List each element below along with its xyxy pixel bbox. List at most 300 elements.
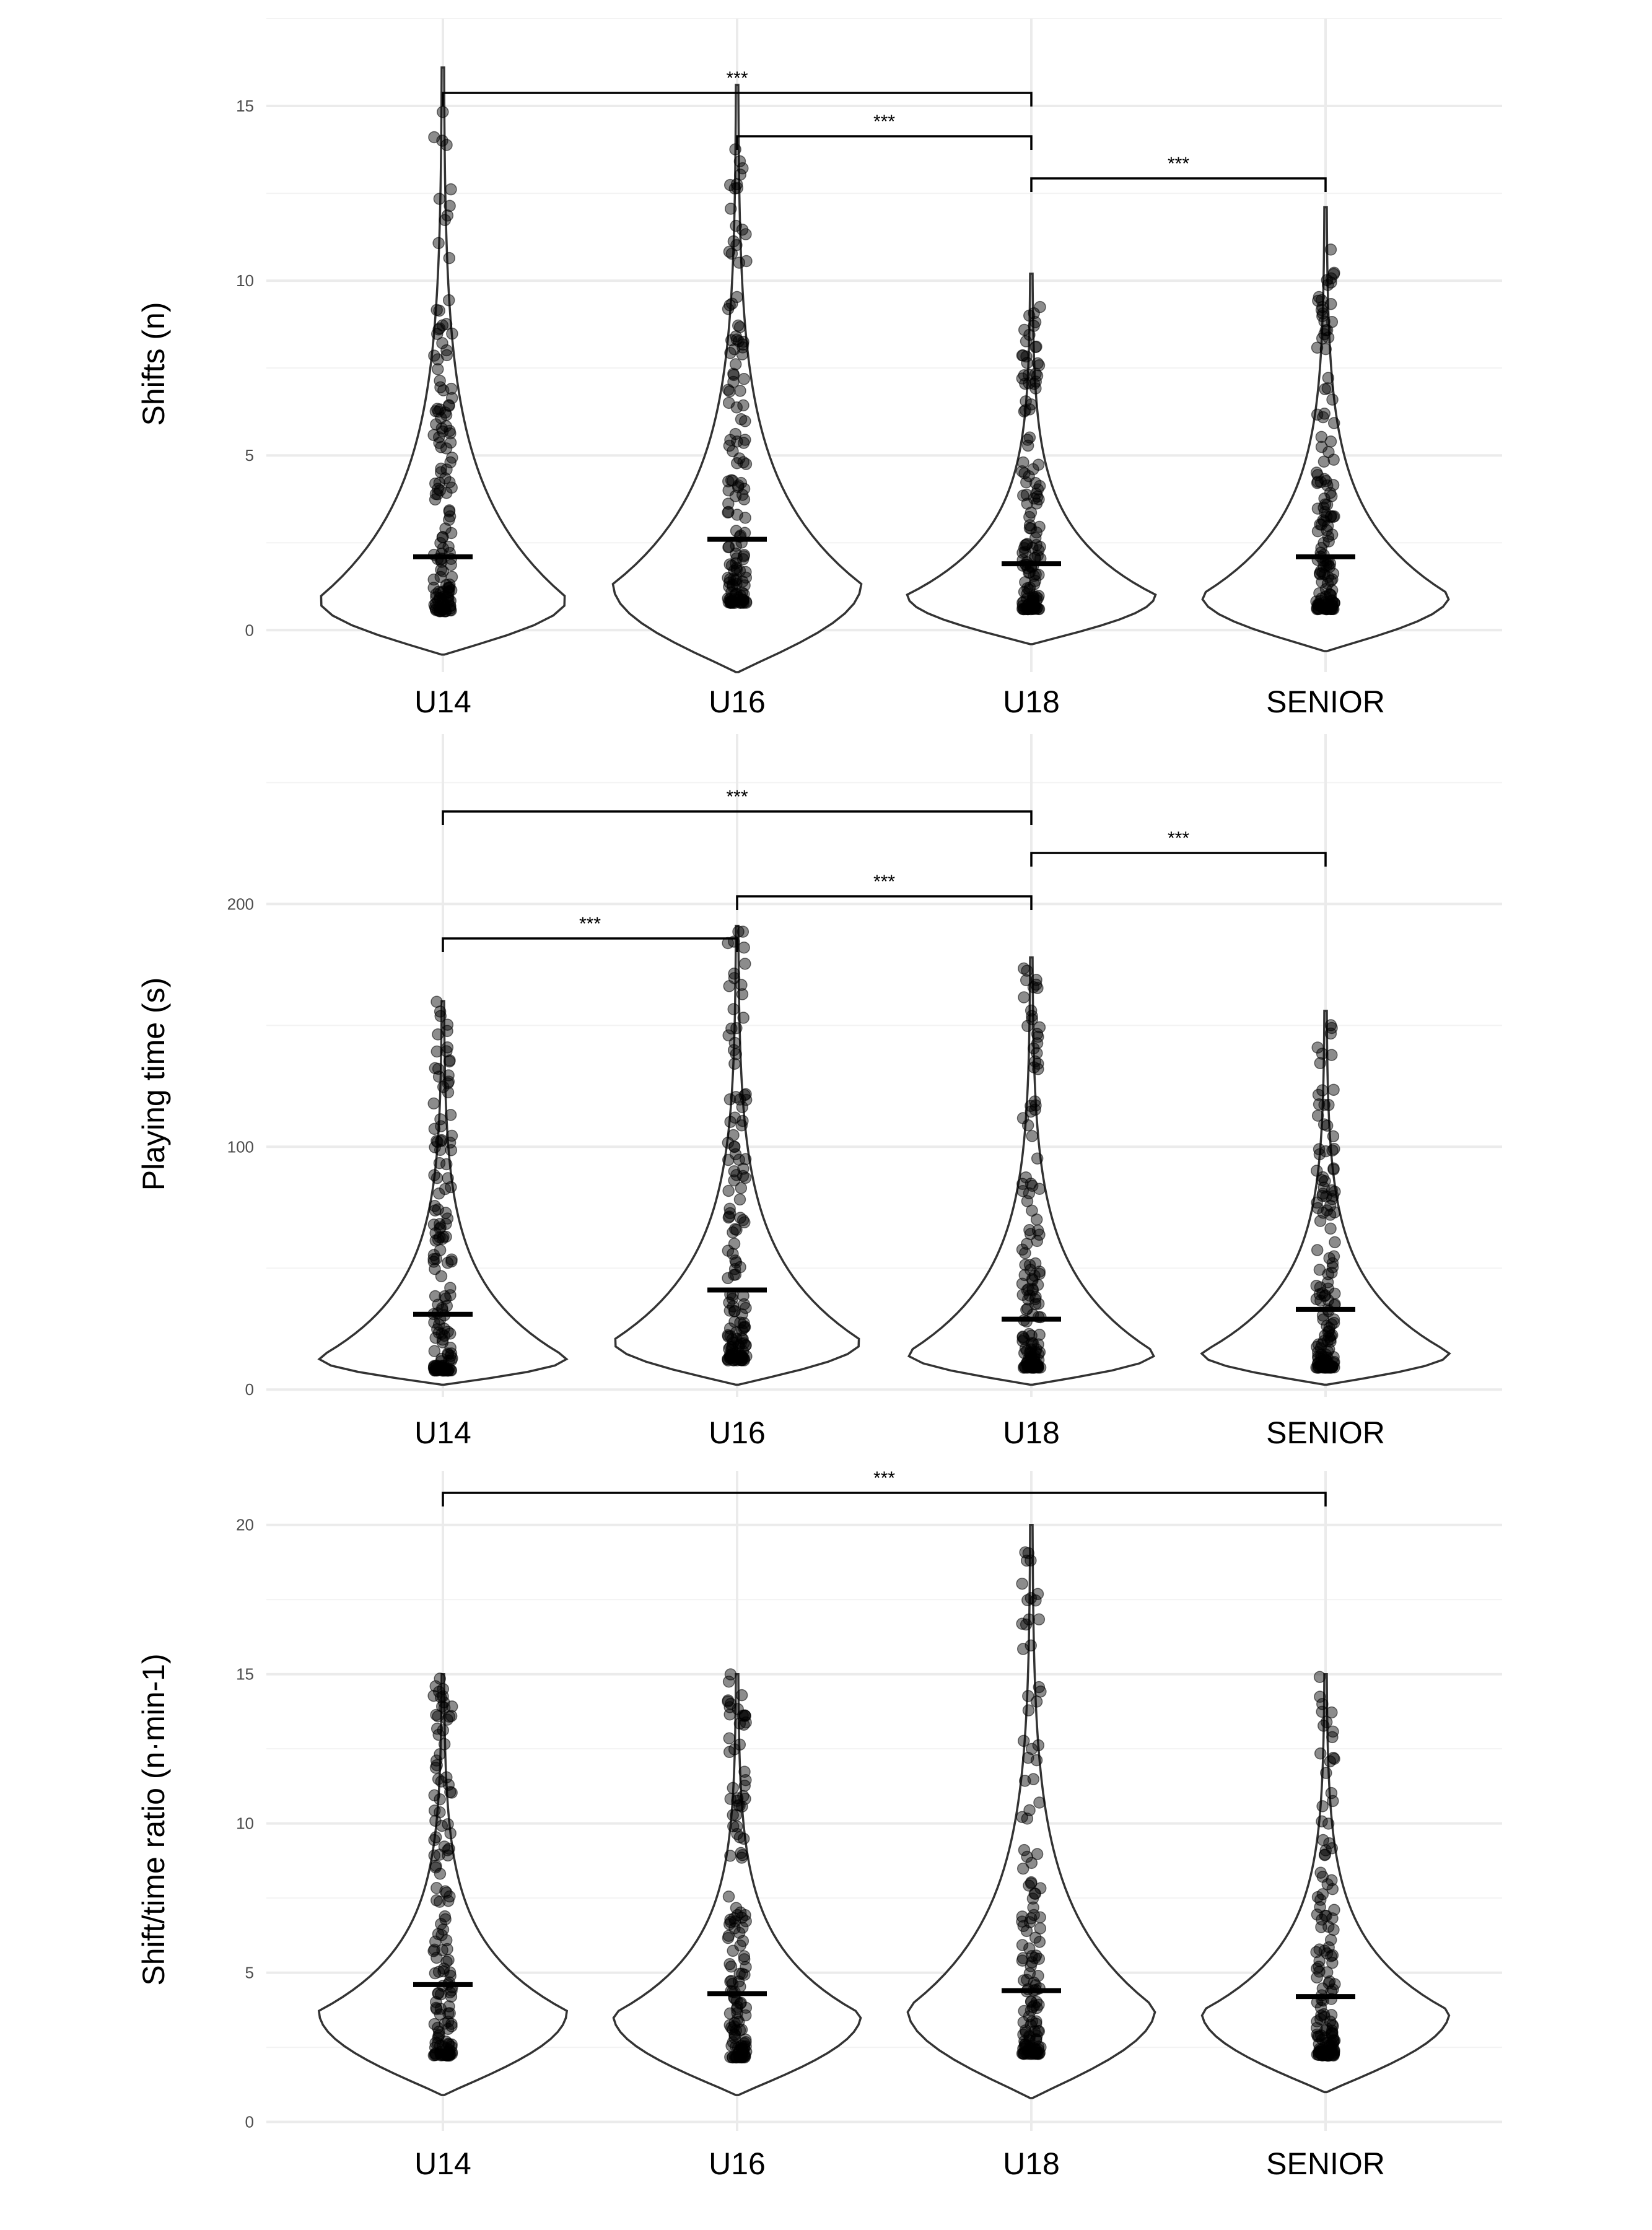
data-point — [725, 1669, 736, 1680]
x-category-label: U18 — [1003, 684, 1060, 719]
data-point — [1018, 992, 1029, 1003]
x-category-label: SENIOR — [1266, 2146, 1385, 2181]
data-point — [1322, 383, 1333, 394]
data-point — [722, 1245, 733, 1256]
data-point — [445, 1987, 456, 1998]
data-point — [445, 1109, 457, 1121]
data-point — [445, 1828, 456, 1839]
data-point — [1018, 1643, 1029, 1655]
data-point — [1329, 1314, 1340, 1325]
data-point — [736, 989, 748, 1000]
significance-label: *** — [1167, 154, 1190, 174]
data-point — [731, 402, 742, 413]
data-point — [1326, 277, 1337, 288]
data-point — [730, 1352, 741, 1363]
data-point — [725, 1116, 736, 1127]
data-point — [442, 592, 453, 603]
data-point — [1021, 538, 1033, 549]
data-point — [1018, 370, 1029, 381]
data-point — [738, 1012, 749, 1023]
data-point — [441, 139, 452, 151]
data-point — [740, 1302, 751, 1313]
data-point — [725, 593, 736, 604]
data-point — [1323, 1942, 1334, 1953]
data-point — [727, 1782, 738, 1793]
data-point — [731, 1023, 742, 1034]
data-point — [445, 511, 456, 522]
data-point — [736, 1852, 747, 1863]
data-point — [432, 1204, 444, 1215]
data-point — [1318, 456, 1329, 467]
y-tick-label: 200 — [227, 894, 254, 914]
data-point — [444, 1711, 455, 1722]
data-point — [738, 1951, 750, 1962]
data-point — [731, 1995, 742, 2006]
data-point — [1032, 1588, 1043, 1599]
data-point — [432, 1723, 443, 1734]
data-point — [445, 1342, 456, 1353]
data-point — [429, 599, 440, 610]
data-point — [1317, 1801, 1328, 1812]
data-point — [729, 1316, 740, 1327]
y-axis-label: Shifts (n) — [136, 302, 171, 426]
data-point — [1319, 569, 1330, 580]
data-point — [722, 1272, 733, 1283]
data-point — [439, 1841, 450, 1852]
data-point — [435, 1776, 447, 1787]
data-point — [722, 1329, 733, 1340]
data-point — [1029, 1096, 1041, 1107]
data-point — [445, 559, 457, 571]
data-point — [1032, 550, 1043, 561]
data-point — [723, 1733, 735, 1744]
data-point — [729, 1306, 740, 1317]
data-point — [1314, 1143, 1325, 1155]
data-point — [1319, 1119, 1330, 1130]
data-point — [430, 1253, 442, 1264]
data-point — [723, 440, 735, 452]
data-point — [1023, 1294, 1034, 1305]
data-point — [1033, 1953, 1044, 1964]
data-point — [433, 237, 444, 248]
data-point — [1319, 507, 1331, 518]
data-point — [729, 1058, 740, 1069]
significance-label: *** — [873, 872, 896, 892]
data-point — [740, 512, 751, 523]
x-category-label: U14 — [414, 684, 471, 719]
data-point — [724, 1094, 735, 1105]
data-point — [1327, 529, 1338, 540]
data-point — [1026, 1130, 1038, 1142]
data-point — [1016, 1911, 1028, 1922]
y-tick-label: 10 — [236, 1814, 254, 1833]
data-point — [1312, 1892, 1323, 1903]
significance-label: *** — [726, 787, 748, 807]
significance-label: *** — [1167, 828, 1190, 849]
data-point — [431, 2003, 442, 2014]
data-point — [740, 958, 751, 969]
data-point — [1018, 963, 1029, 974]
data-point — [1018, 1845, 1029, 1856]
data-point — [738, 437, 750, 448]
data-point — [445, 1786, 456, 1798]
data-point — [738, 336, 749, 348]
data-point — [740, 1340, 751, 1351]
data-point — [440, 523, 451, 534]
significance-label: *** — [579, 914, 601, 934]
data-point — [429, 1142, 440, 1153]
data-point — [725, 2008, 736, 2019]
data-point — [1316, 442, 1327, 453]
data-point — [1021, 1619, 1032, 1630]
data-point — [730, 491, 741, 502]
data-point — [442, 1173, 453, 1184]
data-point — [1328, 1084, 1339, 1095]
data-point — [722, 1137, 733, 1148]
data-point — [1032, 358, 1043, 369]
data-point — [725, 348, 736, 359]
data-point — [735, 1212, 746, 1223]
data-point — [429, 1170, 440, 1181]
data-point — [1034, 1797, 1045, 1808]
data-point — [738, 374, 750, 385]
data-point — [445, 457, 456, 468]
data-point — [1318, 1314, 1329, 1325]
data-point — [724, 1709, 735, 1720]
data-point — [1026, 1877, 1037, 1888]
data-point — [437, 107, 448, 118]
data-point — [733, 320, 744, 331]
y-tick-label: 0 — [245, 621, 254, 640]
data-point — [442, 210, 453, 221]
x-category-label: U16 — [709, 684, 766, 719]
data-point — [1030, 383, 1041, 394]
data-point — [1028, 1977, 1039, 1988]
data-point — [1029, 1056, 1041, 1067]
data-point — [727, 298, 738, 309]
data-point — [428, 1098, 439, 1109]
data-point — [1327, 1257, 1338, 1269]
data-point — [440, 473, 451, 484]
data-point — [1327, 394, 1338, 405]
data-point — [1311, 342, 1322, 353]
data-point — [1024, 310, 1035, 321]
data-point — [1033, 2041, 1044, 2052]
data-point — [730, 1264, 741, 1275]
data-point — [1035, 1686, 1046, 1697]
data-point — [729, 1744, 740, 1755]
data-point — [1023, 1690, 1034, 1702]
data-point — [434, 1673, 445, 1684]
data-point — [1322, 1295, 1334, 1306]
data-point — [1024, 432, 1035, 443]
data-point — [1021, 1304, 1032, 1315]
data-point — [1319, 1849, 1331, 1860]
y-tick-label: 10 — [236, 271, 254, 291]
significance-bracket — [443, 938, 737, 952]
data-point — [1313, 526, 1324, 537]
x-category-label: U14 — [414, 1415, 471, 1450]
data-point — [1023, 1752, 1034, 1764]
x-category-label: U18 — [1003, 1415, 1060, 1450]
data-point — [1321, 1767, 1332, 1778]
data-point — [727, 1809, 738, 1821]
data-point — [1021, 489, 1032, 501]
data-point — [723, 1185, 734, 1196]
data-point — [1324, 1838, 1335, 1849]
data-point — [446, 383, 457, 395]
y-tick-label: 20 — [236, 1515, 254, 1534]
data-point — [731, 1224, 742, 1235]
y-tick-label: 0 — [245, 1380, 254, 1399]
data-point — [1311, 1341, 1322, 1352]
data-point — [445, 428, 456, 439]
data-point — [1321, 1191, 1332, 1202]
data-point — [1325, 244, 1336, 255]
significance-label: *** — [873, 112, 896, 132]
data-point — [1031, 341, 1042, 352]
data-point — [445, 1137, 456, 1148]
data-point — [1316, 1174, 1327, 1186]
data-point — [1311, 1963, 1322, 1974]
data-point — [444, 1056, 455, 1067]
data-point — [446, 1256, 457, 1267]
data-point — [1028, 1339, 1039, 1350]
data-point — [1327, 1731, 1338, 1742]
data-point — [734, 1194, 745, 1205]
data-point — [442, 1019, 453, 1030]
data-point — [730, 540, 741, 551]
data-point — [732, 1829, 743, 1840]
data-point — [1026, 1205, 1038, 1216]
data-point — [1033, 2026, 1044, 2037]
data-point — [725, 1699, 736, 1710]
data-point — [1324, 588, 1335, 600]
data-point — [1021, 357, 1033, 369]
data-point — [435, 1121, 447, 1132]
data-point — [1034, 1266, 1045, 1277]
data-point — [1016, 466, 1028, 477]
data-point — [1328, 2037, 1339, 2049]
data-point — [1016, 1955, 1028, 1966]
data-point — [444, 2049, 455, 2060]
data-point — [736, 1690, 748, 1701]
data-point — [1032, 1153, 1043, 1164]
data-point — [723, 1891, 735, 1902]
data-point — [441, 1159, 452, 1170]
data-point — [1021, 2040, 1032, 2052]
data-point — [1018, 1975, 1029, 1986]
x-category-label: U18 — [1003, 2146, 1060, 2181]
data-point — [726, 248, 737, 260]
data-point — [1318, 2009, 1329, 2020]
data-point — [738, 942, 750, 953]
data-point — [740, 2010, 751, 2021]
data-point — [431, 996, 442, 1007]
data-point — [1312, 470, 1323, 481]
data-point — [1319, 2050, 1331, 2061]
data-point — [447, 328, 458, 339]
data-point — [1319, 1100, 1330, 1111]
data-point — [445, 184, 457, 195]
data-point — [1017, 600, 1028, 611]
data-point — [723, 1212, 734, 1223]
data-point — [430, 1862, 441, 1873]
data-point — [1326, 1788, 1337, 1799]
data-point — [432, 1711, 444, 1722]
data-point — [442, 1213, 453, 1224]
data-point — [1322, 1967, 1333, 1978]
data-point — [1329, 1207, 1340, 1218]
data-point — [1033, 494, 1044, 505]
data-point — [1327, 1130, 1339, 1142]
data-point — [732, 182, 743, 193]
data-point — [431, 1760, 442, 1771]
y-tick-label: 100 — [227, 1137, 254, 1157]
data-point — [728, 236, 739, 247]
data-point — [444, 2039, 455, 2050]
data-point — [1024, 330, 1035, 341]
data-point — [440, 1184, 451, 1195]
data-point — [725, 1850, 736, 1861]
data-point — [1317, 1085, 1328, 1096]
data-point — [1023, 1547, 1034, 1559]
data-point — [428, 574, 439, 585]
data-point — [1025, 507, 1036, 518]
y-tick-label: 15 — [236, 1664, 254, 1684]
data-point — [431, 1046, 442, 1057]
data-point — [433, 1063, 444, 1074]
data-point — [737, 926, 748, 937]
x-category-label: SENIOR — [1266, 1415, 1385, 1450]
data-point — [1328, 1924, 1339, 1935]
data-point — [1318, 1207, 1329, 1218]
data-point — [728, 368, 739, 379]
data-point — [725, 203, 736, 214]
shift-time-ratio-panel — [136, 1468, 1502, 2181]
y-axis-label: Playing time (s) — [136, 977, 171, 1191]
y-tick-label: 5 — [245, 1963, 254, 1982]
data-point — [738, 1163, 749, 1174]
data-point — [444, 253, 455, 264]
data-point — [1327, 600, 1338, 611]
data-point — [444, 579, 455, 590]
data-point — [1316, 1816, 1327, 1827]
data-point — [445, 1290, 456, 1301]
data-point — [444, 295, 455, 306]
data-point — [1020, 1259, 1031, 1270]
data-point — [1325, 1020, 1336, 1031]
data-point — [734, 1800, 745, 1811]
data-point — [1316, 1706, 1327, 1717]
data-point — [432, 403, 443, 414]
data-point — [726, 474, 737, 486]
y-tick-label: 0 — [245, 2112, 254, 2132]
data-point — [430, 489, 441, 500]
data-point — [432, 354, 444, 365]
data-point — [1028, 1043, 1039, 1054]
data-point — [723, 981, 735, 992]
data-point — [1033, 459, 1044, 470]
data-point — [734, 2045, 745, 2057]
x-category-label: U14 — [414, 2146, 471, 2181]
data-point — [440, 1886, 451, 1897]
data-point — [739, 580, 750, 591]
data-point — [1020, 396, 1031, 407]
y-tick-label: 15 — [236, 97, 254, 116]
data-point — [1318, 537, 1329, 548]
data-point — [1327, 1913, 1338, 1924]
significance-bracket — [1031, 853, 1326, 867]
x-category-label: U16 — [709, 2146, 766, 2181]
data-point — [723, 384, 734, 395]
data-point — [1313, 2039, 1324, 2050]
significance-label: *** — [873, 1468, 896, 1489]
data-point — [1021, 1813, 1033, 1824]
data-point — [735, 385, 746, 396]
data-point — [429, 132, 440, 143]
data-point — [735, 1981, 746, 1992]
playing-time-panel — [136, 734, 1502, 1450]
data-point — [442, 1087, 453, 1098]
data-point — [1329, 1236, 1340, 1248]
data-point — [1312, 1244, 1323, 1256]
data-point — [1017, 1278, 1028, 1289]
data-point — [1322, 372, 1334, 383]
data-point — [433, 324, 444, 335]
data-point — [1033, 1614, 1044, 1625]
significance-bracket — [1031, 178, 1326, 192]
data-point — [443, 2016, 454, 2027]
data-point — [1328, 1163, 1339, 1174]
data-point — [1323, 1978, 1334, 1989]
data-point — [1026, 1005, 1037, 1016]
data-point — [441, 1363, 452, 1375]
data-point — [1023, 1705, 1034, 1716]
data-point — [740, 229, 751, 240]
data-point — [740, 416, 751, 427]
data-point — [1016, 1578, 1028, 1589]
data-point — [734, 155, 745, 167]
data-point — [1325, 1223, 1336, 1234]
data-point — [1317, 1048, 1328, 1059]
data-point — [730, 2030, 741, 2041]
data-point — [1034, 1912, 1046, 1923]
data-point — [740, 1088, 751, 1100]
data-point — [439, 1911, 450, 1922]
data-point — [1329, 418, 1340, 429]
data-point — [429, 1805, 440, 1816]
data-point — [1318, 412, 1329, 423]
data-point — [434, 193, 445, 204]
data-point — [740, 1710, 751, 1721]
data-point — [1024, 1943, 1035, 1954]
data-point — [429, 1219, 440, 1230]
data-point — [1018, 1863, 1029, 1874]
y-tick-label: 5 — [245, 446, 254, 465]
data-point — [1315, 1748, 1326, 1759]
data-point — [730, 429, 741, 440]
data-point — [445, 1328, 456, 1339]
data-point — [728, 574, 739, 585]
data-point — [432, 1324, 443, 1335]
data-point — [738, 549, 750, 561]
data-point — [734, 1968, 745, 1979]
data-point — [1329, 1753, 1340, 1764]
data-point — [1029, 579, 1040, 590]
data-point — [1316, 294, 1327, 305]
data-point — [433, 2031, 444, 2042]
